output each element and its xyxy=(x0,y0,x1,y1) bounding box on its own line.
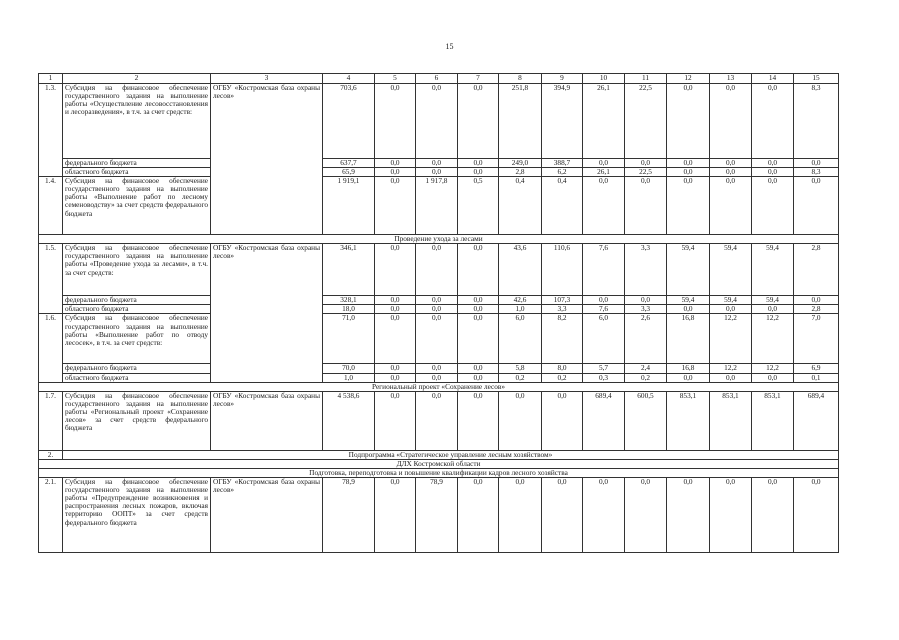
value-cell: 0,0 xyxy=(625,296,667,305)
value-cell: 2,8 xyxy=(794,244,839,296)
value-cell: 0,0 xyxy=(458,478,499,553)
col-header: 9 xyxy=(542,74,583,84)
value-cell: 0,0 xyxy=(710,159,752,168)
item-description: Субсидия на финансовое обеспечение государственного задания на выполнение работы «Предупреждение возникновения и распространения лесных пожаров, включая территорию ООПТ» за счет средств федерального бюджета xyxy=(63,478,211,553)
value-cell: 0,0 xyxy=(499,391,542,450)
value-cell: 0,0 xyxy=(416,364,458,373)
section-title: Региональный проект «Сохранение лесов» xyxy=(39,382,839,391)
budget-source-row xyxy=(39,373,839,382)
value-cell: 0,0 xyxy=(458,168,499,177)
value-cell: 8,0 xyxy=(542,364,583,373)
value-cell: 0,0 xyxy=(667,305,710,314)
value-cell: 6,2 xyxy=(542,168,583,177)
value-cell: 0,0 xyxy=(583,159,625,168)
col-header: 13 xyxy=(710,74,752,84)
section-title: Подготовка, переподготовка и повышение квалификации кадров лесного хозяйства xyxy=(39,468,839,477)
value-cell: 0,0 xyxy=(710,373,752,382)
value-cell: 0,0 xyxy=(794,296,839,305)
value-cell: 26,1 xyxy=(583,84,625,159)
value-cell: 4 538,6 xyxy=(323,391,375,450)
item-number: 1.6. xyxy=(39,314,63,382)
page-number: 15 xyxy=(445,42,454,51)
section-row xyxy=(39,459,839,468)
value-cell: 0,0 xyxy=(416,391,458,450)
value-cell: 0,0 xyxy=(542,478,583,553)
col-header: 10 xyxy=(583,74,625,84)
value-cell: 0,0 xyxy=(710,177,752,235)
section-row xyxy=(39,468,839,477)
col-header: 11 xyxy=(625,74,667,84)
value-cell: 5,8 xyxy=(499,364,542,373)
value-cell: 0,0 xyxy=(458,159,499,168)
value-cell: 0,0 xyxy=(710,84,752,159)
value-cell: 328,1 xyxy=(323,296,375,305)
section-row xyxy=(39,235,839,244)
value-cell: 0,2 xyxy=(625,373,667,382)
value-cell: 0,0 xyxy=(667,177,710,235)
value-cell: 0,0 xyxy=(375,296,416,305)
executor: ОГБУ «Костромская база охраны лесов» xyxy=(211,244,323,382)
value-cell: 0,0 xyxy=(710,305,752,314)
value-cell: 0,0 xyxy=(458,364,499,373)
value-cell: 0,0 xyxy=(499,478,542,553)
value-cell: 0,0 xyxy=(458,305,499,314)
value-cell: 0,0 xyxy=(667,159,710,168)
col-header: 4 xyxy=(323,74,375,84)
value-cell: 12,2 xyxy=(752,314,794,364)
section-title: ДЛХ Костромской области xyxy=(39,459,839,468)
col-header: 6 xyxy=(416,74,458,84)
value-cell: 70,0 xyxy=(323,364,375,373)
budget-table xyxy=(38,73,839,553)
item-number: 2.1. xyxy=(39,478,63,553)
value-cell: 0,0 xyxy=(794,159,839,168)
budget-source-label: федерального бюджета xyxy=(63,296,211,305)
value-cell: 0,0 xyxy=(667,373,710,382)
table-row xyxy=(39,244,839,296)
value-cell: 0,0 xyxy=(667,478,710,553)
value-cell: 7,0 xyxy=(794,314,839,364)
value-cell: 0,0 xyxy=(416,84,458,159)
table-body xyxy=(39,74,839,553)
item-description: Субсидия на финансовое обеспечение государственного задания на выполнение работы «Выполнение работ по отводу лесосек», в т.ч. за счет средств: xyxy=(63,314,211,364)
table-row xyxy=(39,84,839,159)
value-cell: 0,0 xyxy=(458,391,499,450)
value-cell: 0,0 xyxy=(375,364,416,373)
item-number: 2. xyxy=(39,450,63,459)
budget-source-label: федерального бюджета xyxy=(63,364,211,373)
value-cell: 65,9 xyxy=(323,168,375,177)
value-cell: 0,0 xyxy=(752,177,794,235)
value-cell: 251,8 xyxy=(499,84,542,159)
value-cell: 110,6 xyxy=(542,244,583,296)
value-cell: 26,1 xyxy=(583,168,625,177)
value-cell: 78,9 xyxy=(416,478,458,553)
value-cell: 5,7 xyxy=(583,364,625,373)
item-number: 1.7. xyxy=(39,391,63,450)
value-cell: 0,0 xyxy=(375,177,416,235)
value-cell: 59,4 xyxy=(710,296,752,305)
col-header: 7 xyxy=(458,74,499,84)
value-cell: 1 919,1 xyxy=(323,177,375,235)
item-description: Субсидия на финансовое обеспечение государственного задания на выполнение работы «Выполнение работ по лесному семеноводству» за счет средств федерального бюджета xyxy=(63,177,211,235)
value-cell: 600,5 xyxy=(625,391,667,450)
value-cell: 0,1 xyxy=(794,373,839,382)
budget-source-row xyxy=(39,296,839,305)
budget-source-label: федерального бюджета xyxy=(63,159,211,168)
value-cell: 689,4 xyxy=(794,391,839,450)
value-cell: 71,0 xyxy=(323,314,375,364)
section-title: Проведение ухода за лесами xyxy=(39,235,839,244)
value-cell: 12,2 xyxy=(752,364,794,373)
value-cell: 0,0 xyxy=(416,244,458,296)
budget-source-label: областного бюджета xyxy=(63,168,211,177)
value-cell: 2,8 xyxy=(499,168,542,177)
value-cell: 0,0 xyxy=(375,373,416,382)
subprogram-title: Подпрограмма «Стратегическое управление лесным хозяйством» xyxy=(63,450,839,459)
budget-source-row xyxy=(39,364,839,373)
value-cell: 6,0 xyxy=(583,314,625,364)
col-header: 1 xyxy=(39,74,63,84)
value-cell: 0,2 xyxy=(499,373,542,382)
col-header: 3 xyxy=(211,74,323,84)
value-cell: 703,6 xyxy=(323,84,375,159)
value-cell: 0,3 xyxy=(583,373,625,382)
value-cell: 0,0 xyxy=(458,373,499,382)
value-cell: 1 917,8 xyxy=(416,177,458,235)
value-cell: 853,1 xyxy=(710,391,752,450)
table-row xyxy=(39,314,839,364)
col-header: 12 xyxy=(667,74,710,84)
value-cell: 3,3 xyxy=(625,244,667,296)
value-cell: 0,0 xyxy=(458,314,499,364)
col-header: 2 xyxy=(63,74,211,84)
budget-source-label: областного бюджета xyxy=(63,305,211,314)
budget-source-row xyxy=(39,168,839,177)
item-number: 1.5. xyxy=(39,244,63,314)
item-description: Субсидия на финансовое обеспечение государственного задания на выполнение работы «Проведение ухода за лесами», в т.ч. за счет средств: xyxy=(63,244,211,296)
value-cell: 12,2 xyxy=(710,364,752,373)
value-cell: 0,0 xyxy=(667,168,710,177)
budget-source-row xyxy=(39,305,839,314)
value-cell: 0,0 xyxy=(375,314,416,364)
value-cell: 0,0 xyxy=(542,391,583,450)
subprogram-row xyxy=(39,450,839,459)
value-cell: 6,0 xyxy=(499,314,542,364)
value-cell: 0,0 xyxy=(752,159,794,168)
executor: ОГБУ «Костромская база охраны лесов» xyxy=(211,84,323,235)
value-cell: 1,0 xyxy=(499,305,542,314)
value-cell: 0,0 xyxy=(416,296,458,305)
value-cell: 0,0 xyxy=(794,478,839,553)
value-cell: 0,0 xyxy=(752,84,794,159)
value-cell: 16,8 xyxy=(667,314,710,364)
value-cell: 2,6 xyxy=(625,314,667,364)
value-cell: 2,8 xyxy=(794,305,839,314)
value-cell: 346,1 xyxy=(323,244,375,296)
value-cell: 0,0 xyxy=(458,296,499,305)
value-cell: 0,0 xyxy=(625,478,667,553)
column-number-row xyxy=(39,74,839,84)
value-cell: 22,5 xyxy=(625,84,667,159)
value-cell: 0,0 xyxy=(458,84,499,159)
value-cell: 78,9 xyxy=(323,478,375,553)
value-cell: 0,0 xyxy=(752,373,794,382)
value-cell: 42,6 xyxy=(499,296,542,305)
value-cell: 0,0 xyxy=(710,168,752,177)
value-cell: 8,2 xyxy=(542,314,583,364)
value-cell: 0,0 xyxy=(583,177,625,235)
item-description: Субсидия на финансовое обеспечение государственного задания на выполнение работы «Осуществление лесовосстановления и лесоразведения», в т.ч. за счет средств: xyxy=(63,84,211,159)
value-cell: 18,0 xyxy=(323,305,375,314)
value-cell: 107,3 xyxy=(542,296,583,305)
item-number: 1.4. xyxy=(39,177,63,235)
value-cell: 59,4 xyxy=(752,244,794,296)
item-number: 1.3. xyxy=(39,84,63,177)
value-cell: 0,0 xyxy=(375,478,416,553)
value-cell: 388,7 xyxy=(542,159,583,168)
value-cell: 8,3 xyxy=(794,168,839,177)
value-cell: 0,0 xyxy=(416,373,458,382)
value-cell: 8,3 xyxy=(794,84,839,159)
value-cell: 12,2 xyxy=(710,314,752,364)
value-cell: 7,6 xyxy=(583,305,625,314)
col-header: 15 xyxy=(794,74,839,84)
value-cell: 689,4 xyxy=(583,391,625,450)
value-cell: 0,0 xyxy=(375,391,416,450)
value-cell: 394,9 xyxy=(542,84,583,159)
value-cell: 1,0 xyxy=(323,373,375,382)
value-cell: 0,0 xyxy=(375,84,416,159)
value-cell: 637,7 xyxy=(323,159,375,168)
value-cell: 0,4 xyxy=(542,177,583,235)
col-header: 8 xyxy=(499,74,542,84)
executor: ОГБУ «Костромская база охраны лесов» xyxy=(211,391,323,450)
value-cell: 6,9 xyxy=(794,364,839,373)
executor: ОГБУ «Костромская база охраны лесов» xyxy=(211,478,323,553)
value-cell: 3,3 xyxy=(542,305,583,314)
value-cell: 249,0 xyxy=(499,159,542,168)
value-cell: 0,0 xyxy=(416,305,458,314)
value-cell: 43,6 xyxy=(499,244,542,296)
value-cell: 0,0 xyxy=(710,478,752,553)
col-header: 5 xyxy=(375,74,416,84)
value-cell: 0,0 xyxy=(375,168,416,177)
value-cell: 0,0 xyxy=(752,168,794,177)
value-cell: 0,0 xyxy=(583,296,625,305)
value-cell: 59,4 xyxy=(710,244,752,296)
budget-source-row xyxy=(39,159,839,168)
value-cell: 0,0 xyxy=(375,305,416,314)
value-cell: 0,0 xyxy=(375,159,416,168)
value-cell: 0,0 xyxy=(667,84,710,159)
value-cell: 59,4 xyxy=(667,296,710,305)
value-cell: 0,0 xyxy=(625,177,667,235)
value-cell: 0,0 xyxy=(625,159,667,168)
table-row xyxy=(39,391,839,450)
value-cell: 0,0 xyxy=(583,478,625,553)
value-cell: 0,0 xyxy=(375,244,416,296)
value-cell: 0,5 xyxy=(458,177,499,235)
value-cell: 3,3 xyxy=(625,305,667,314)
value-cell: 59,4 xyxy=(667,244,710,296)
value-cell: 0,0 xyxy=(752,478,794,553)
value-cell: 0,0 xyxy=(416,168,458,177)
section-row xyxy=(39,382,839,391)
value-cell: 853,1 xyxy=(667,391,710,450)
value-cell: 0,0 xyxy=(458,244,499,296)
value-cell: 7,6 xyxy=(583,244,625,296)
budget-source-label: областного бюджета xyxy=(63,373,211,382)
value-cell: 853,1 xyxy=(752,391,794,450)
value-cell: 2,4 xyxy=(625,364,667,373)
value-cell: 16,8 xyxy=(667,364,710,373)
value-cell: 0,0 xyxy=(794,177,839,235)
col-header: 14 xyxy=(752,74,794,84)
value-cell: 59,4 xyxy=(752,296,794,305)
table-row xyxy=(39,478,839,553)
table-row xyxy=(39,177,839,235)
value-cell: 0,0 xyxy=(416,314,458,364)
value-cell: 0,0 xyxy=(416,159,458,168)
value-cell: 0,2 xyxy=(542,373,583,382)
value-cell: 0,4 xyxy=(499,177,542,235)
value-cell: 0,0 xyxy=(752,305,794,314)
value-cell: 22,5 xyxy=(625,168,667,177)
item-description: Субсидия на финансовое обеспечение государственного задания на выполнение работы «Региональный проект «Сохранение лесов» за счет средств федерального бюджета xyxy=(63,391,211,450)
